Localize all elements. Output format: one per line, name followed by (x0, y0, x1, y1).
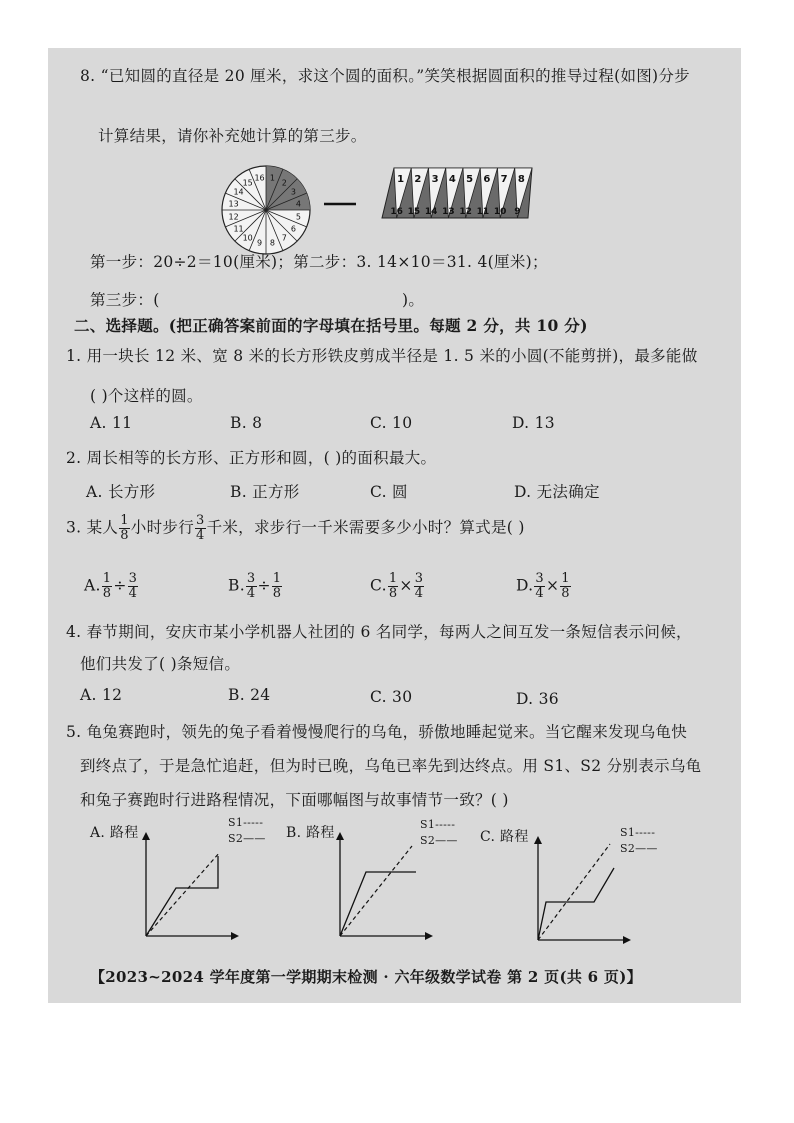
strip-top-number: 7 (500, 174, 508, 185)
q3-frac2: $\frac{3}{4}$ (196, 513, 205, 543)
strip-bottom-number: 10 (493, 207, 507, 217)
circle-sector-number: 12 (228, 212, 239, 222)
q8-circle-figure (218, 162, 314, 258)
q1-line1: 1. 用一块长 12 米、宽 8 米的长方形铁皮剪成半径是 1. 5 米的小圆(不能剪拼)，最多能做 (66, 347, 698, 365)
q5-line3: 和兔子赛跑时行进路程情况，下面哪幅图与故事情节一致？( ) (80, 791, 509, 809)
graph-a-s2-legend: S2—— (228, 832, 266, 845)
y-axis-arrow-icon (534, 836, 542, 844)
q2-option-b: B. 正方形 (230, 483, 300, 501)
s2-line (538, 868, 614, 940)
q8-step3-end: )。 (402, 291, 425, 309)
q8-steps-1-2: 第一步：20÷2＝10(厘米)；第二步：3. 14×10＝31. 4(厘米)； (90, 253, 548, 271)
circle-sector-number: 7 (281, 233, 287, 243)
q8-line1: 8. “已知圆的直径是 20 厘米，求这个圆的面积。”笑笑根据圆面积的推导过程(如图)分步 (80, 67, 690, 85)
graph-a (140, 832, 240, 942)
section2-heading: 二、选择题。(把正确答案前面的字母填在括号里。每题 2 分，共 10 分) (74, 316, 588, 335)
q1-option-b: B. 8 (230, 414, 263, 432)
q3-pre: 3. 某人 (66, 518, 119, 537)
q3-option-b: B. $\frac{3}{4}$ ÷ $\frac{1}{8}$ (228, 571, 282, 601)
strip-bottom-number: 12 (459, 207, 472, 217)
q4-line2: 他们共发了( )条短信。 (80, 655, 241, 673)
q2-option-c: C. 圆 (370, 483, 408, 501)
circle-sector-number: 1 (269, 173, 275, 183)
x-axis-arrow-icon (231, 932, 239, 940)
strip-bottom-number: 15 (407, 207, 421, 217)
strip-top-number: 2 (414, 174, 422, 185)
circle-sector-number: 11 (233, 224, 244, 234)
strip-top-number: 1 (397, 174, 405, 185)
q3-frac1: $\frac{1}{8}$ (120, 513, 129, 543)
graph-c (532, 836, 632, 946)
circle-sector-number: 5 (295, 212, 301, 222)
circle-sector-number: 2 (281, 178, 287, 188)
graph-b-s1-legend: S1----- (420, 818, 456, 831)
q5-line1: 5. 龟兔赛跑时，领先的兔子看着慢慢爬行的乌龟，骄傲地睡起觉来。当它醒来发现乌龟快 (66, 723, 688, 741)
q4-option-c: C. 30 (370, 688, 413, 706)
circle-sector-number: 9 (257, 238, 263, 248)
graph-a-s1-legend: S1----- (228, 816, 264, 829)
circle-sector-number: 16 (254, 173, 265, 183)
graph-a-label: A. 路程 (90, 825, 139, 841)
q4-line1: 4. 春节期间，安庆市某小学机器人社团的 6 名同学，每两人之间互发一条短信表示问候， (66, 623, 692, 641)
s1-line (340, 846, 412, 936)
circle-sector-number: 3 (290, 187, 296, 197)
q1-option-d: D. 13 (512, 414, 555, 432)
q3-post: 千米，求步行一千米需要多少小时？算式是( ) (206, 518, 525, 537)
circle-sector-number: 6 (290, 224, 296, 234)
x-axis-arrow-icon (623, 936, 631, 944)
q4-option-d: D. 36 (516, 690, 559, 708)
y-axis-arrow-icon (336, 832, 344, 840)
graph-c-s1-legend: S1----- (620, 826, 656, 839)
y-axis-arrow-icon (142, 832, 150, 840)
strip-bottom-number: 13 (442, 207, 455, 217)
q4-option-b: B. 24 (228, 686, 271, 704)
graph-c-s2-legend: S2—— (620, 842, 658, 855)
page-footer: 【2023~2024 学年度第一学期期末检测 · 六年级数学试卷 第 2 页(共 6 页)】 (90, 968, 642, 986)
strip-bottom-number: 9 (514, 207, 521, 217)
graph-c-label: C. 路程 (480, 829, 529, 845)
arrow-icon (322, 198, 358, 210)
q8-line2: 计算结果，请你补充她计算的第三步。 (98, 127, 367, 145)
q1-option-a: A. 11 (90, 414, 133, 432)
strip-bottom-number: 11 (476, 207, 490, 217)
q8-strip-figure (378, 164, 538, 222)
q3-option-c: C. $\frac{1}{8}$ × $\frac{3}{4}$ (370, 571, 424, 601)
q2-option-d: D. 无法确定 (514, 483, 600, 501)
strip-top-number: 3 (431, 174, 439, 185)
circle-sector-number: 14 (233, 187, 244, 197)
q1-line2: ( )个这样的圆。 (90, 387, 203, 405)
q3-option-a: A. $\frac{1}{8}$ ÷ $\frac{3}{4}$ (84, 571, 138, 601)
strip-bottom-number: 14 (424, 207, 438, 217)
strip-top-number: 6 (483, 174, 491, 185)
strip-top-number: 5 (466, 174, 474, 185)
s1-line (146, 852, 220, 936)
strip-top-number: 4 (448, 174, 456, 185)
x-axis-arrow-icon (425, 932, 433, 940)
q5-line2: 到终点了，于是急忙追赶，但为时已晚，乌龟已率先到达终点。用 S1、S2 分别表示乌龟 (80, 757, 702, 775)
q3-question (66, 514, 525, 543)
q2-option-a: A. 长方形 (86, 483, 156, 501)
q2-text: 2. 周长相等的长方形、正方形和圆，( )的面积最大。 (66, 449, 437, 467)
q3-mid: 小时步行 (130, 518, 194, 537)
graph-b (334, 832, 434, 942)
circle-sector-number: 13 (228, 199, 239, 209)
circle-sector-number: 15 (242, 178, 253, 188)
s2-line (340, 872, 416, 936)
strip-top-number: 8 (517, 174, 525, 185)
graph-b-label: B. 路程 (286, 825, 335, 841)
q8-step3-label: 第三步：( (90, 291, 160, 309)
circle-sector-number: 4 (295, 199, 301, 209)
q4-option-a: A. 12 (80, 686, 123, 704)
graph-b-s2-legend: S2—— (420, 834, 458, 847)
circle-sector-number: 10 (242, 233, 253, 243)
strip-bottom-number: 16 (390, 207, 403, 217)
q1-option-c: C. 10 (370, 414, 413, 432)
q3-option-d: D. $\frac{3}{4}$ × $\frac{1}{8}$ (516, 571, 570, 601)
circle-sector-number: 8 (269, 238, 275, 248)
